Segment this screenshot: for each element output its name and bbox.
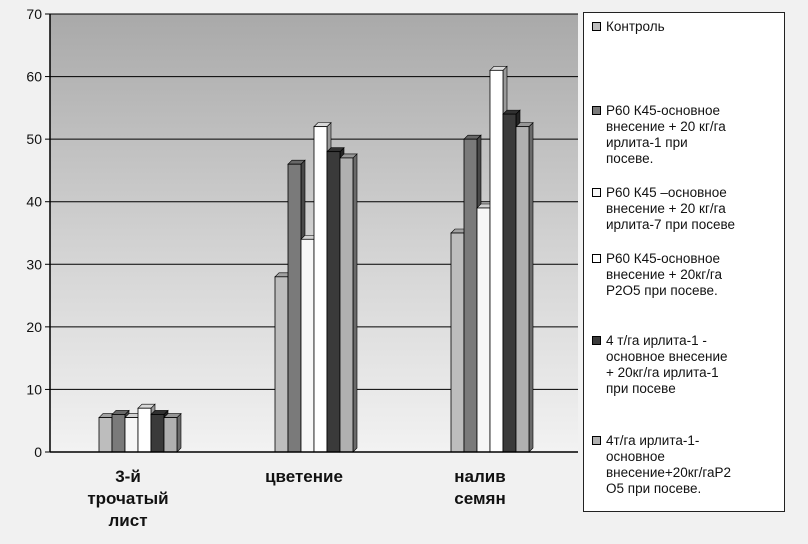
bar (516, 127, 529, 452)
y-tick-label: 30 (26, 256, 42, 273)
y-tick-label: 40 (26, 193, 42, 210)
x-tick-label: 3-й трочатый лист (87, 467, 169, 530)
x-tick-label: налив семян (454, 467, 506, 508)
bar (477, 208, 490, 452)
bar (490, 70, 503, 452)
bar (138, 408, 151, 452)
legend-swatch (592, 106, 601, 115)
y-tick-label: 70 (26, 6, 42, 22)
x-tick-label: цветение (265, 467, 343, 486)
bar (464, 139, 477, 452)
bar (125, 418, 138, 452)
bar (99, 418, 112, 452)
legend-label: Р60 К45-основное внесение + 20кг/га Р2О5 при посеве. (606, 251, 723, 298)
y-tick-label: 10 (26, 381, 42, 398)
legend-label: Контроль (606, 19, 665, 34)
legend-swatch (592, 22, 601, 31)
legend-label: 4 т/га ирлита-1 - основное внесение + 20кг/га ирлита-1 при посеве (606, 333, 728, 396)
legend-swatch (592, 254, 601, 263)
bar (503, 114, 516, 452)
legend-swatch (592, 336, 601, 345)
legend-swatch (592, 436, 601, 445)
y-tick-label: 20 (26, 318, 42, 335)
chart-legend (583, 12, 785, 512)
bar (314, 127, 327, 452)
bar (327, 152, 340, 452)
y-tick-label: 0 (34, 444, 42, 460)
bar (340, 158, 353, 452)
y-tick-label: 50 (26, 131, 42, 148)
bar (275, 277, 288, 452)
legend-swatch (592, 188, 601, 197)
legend-label: 4т/га ирлита-1- основное внесение+20кг/гаР2 О5 при посеве. (606, 433, 732, 496)
bar-side (529, 123, 533, 452)
legend-label: Р60 К45-основное внесение + 20 кг/га ирлита-1 при посеве. (606, 103, 726, 166)
bar (164, 418, 177, 452)
bar-side (353, 154, 357, 452)
y-tick-label: 60 (26, 68, 42, 85)
bar (451, 233, 464, 452)
bar-side (177, 414, 181, 452)
bar (288, 164, 301, 452)
legend-label: Р60 К45 –основное внесение + 20 кг/га ирлита-7 при посеве (606, 185, 736, 232)
bar (301, 239, 314, 452)
bar (112, 414, 125, 452)
bar (151, 414, 164, 452)
